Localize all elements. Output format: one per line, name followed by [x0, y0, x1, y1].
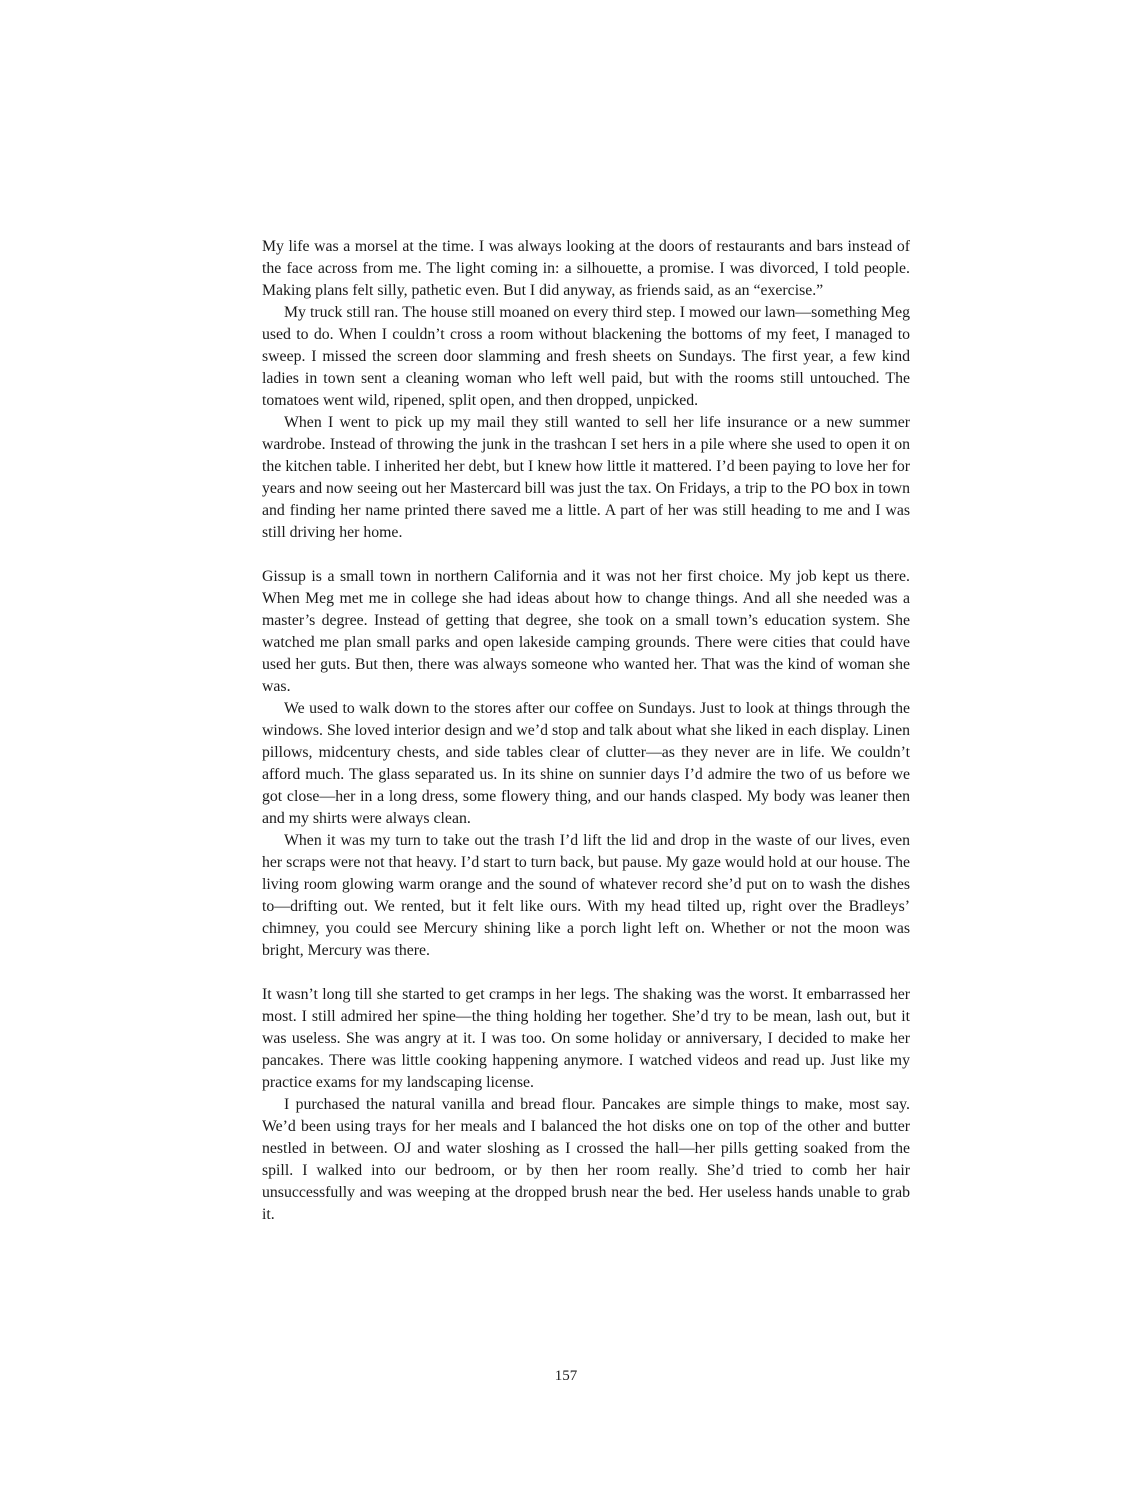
paragraph: I purchased the natural vanilla and bread flour. Pancakes are simple things to make, most say. We’d been using trays for her meals and I balanced the hot disks one on top of the other and butter nestled in between. OJ and water sloshing as I crossed the hall—her pills getting soaked from the spill. I walked into our bedroom, or by then her room really. She’d tried to comb her hair unsuccessfully and was weeping at the dropped brush near the bed. Her useless hands unable to grab it.	[262, 1096, 910, 1223]
body-text	[262, 236, 910, 1226]
paragraph: When I went to pick up my mail they still wanted to sell her life insurance or a new summer wardrobe. Instead of throwing the junk in the trashcan I set hers in a pile where she used to open it on the kitchen table. I inherited her debt, but I knew how little it mattered. I’d been paying to love her for years and now seeing out her Mastercard bill was just the tax. On Fridays, a trip to the PO box in town and finding her name printed there saved me a little. A part of her was still heading to me and I was still driving her home.	[262, 414, 910, 541]
paragraph: My truck still ran. The house still moaned on every third step. I mowed our lawn—something Meg used to do. When I couldn’t cross a room without blackening the bottoms of my feet, I managed to sweep. I missed the screen door slamming and fresh sheets on Sundays. The first year, a few kind ladies in town sent a cleaning woman who left well paid, but with the rooms still untouched. The tomatoes went wild, ripened, split open, and then dropped, unpicked.	[262, 304, 910, 409]
paragraph: When it was my turn to take out the trash I’d lift the lid and drop in the waste of our lives, even her scraps were not that heavy. I’d start to turn back, but pause. My gaze would hold at our house. The living room glowing warm orange and the sound of whatever record she’d put on to wash the dishes to—drifting out. We rented, but it felt like ours. With my head tilted up, right over the Bradleys’ chimney, you could see Mercury shining like a porch light left on. Whether or not the moon was bright, Mercury was there.	[262, 832, 910, 959]
page-number: 157	[554, 1368, 578, 1384]
paragraph: It wasn’t long till she started to get cramps in her legs. The shaking was the worst. It embarrassed her most. I still admired her spine—the thing holding her together. She’d try to be mean, lash out, but it was useless. She was angry at it. I was too. On some holiday or anniversary, I decided to make her pancakes. There was little cooking happening anymore. I watched videos and read up. Just like my practice exams for my landscaping license.	[262, 986, 910, 1091]
paragraph: We used to walk down to the stores after our coffee on Sundays. Just to look at things through the windows. She loved interior design and we’d stop and talk about what she liked in each display. Linen pillows, midcentury chests, and side tables clear of clutter—as they never are in life. We couldn’t afford much. The glass separated us. In its shine on sunnier days I’d admire the two of us before we got close—her in a long dress, some flowery thing, and our hands clasped. My body was leaner then and my shirts were always clean.	[262, 700, 910, 827]
paragraph: Gissup is a small town in northern California and it was not her first choice. My job kept us there. When Meg met me in college she had ideas about how to change things. And all she needed was a master’s degree. Instead of getting that degree, she took on a small town’s education system. She watched me plan small parks and open lakeside camping grounds. There were cities that could have used her guts. But then, there was always someone who wanted her. That was the kind of woman she was.	[262, 568, 910, 695]
paragraph: My life was a morsel at the time. I was always looking at the doors of restaurants and bars instead of the face across from me. The light coming in: a silhouette, a promise. I was divorced, I told people. Making plans felt silly, pathetic even. But I did anyway, as friends said, as an “exercise.”	[262, 238, 910, 299]
